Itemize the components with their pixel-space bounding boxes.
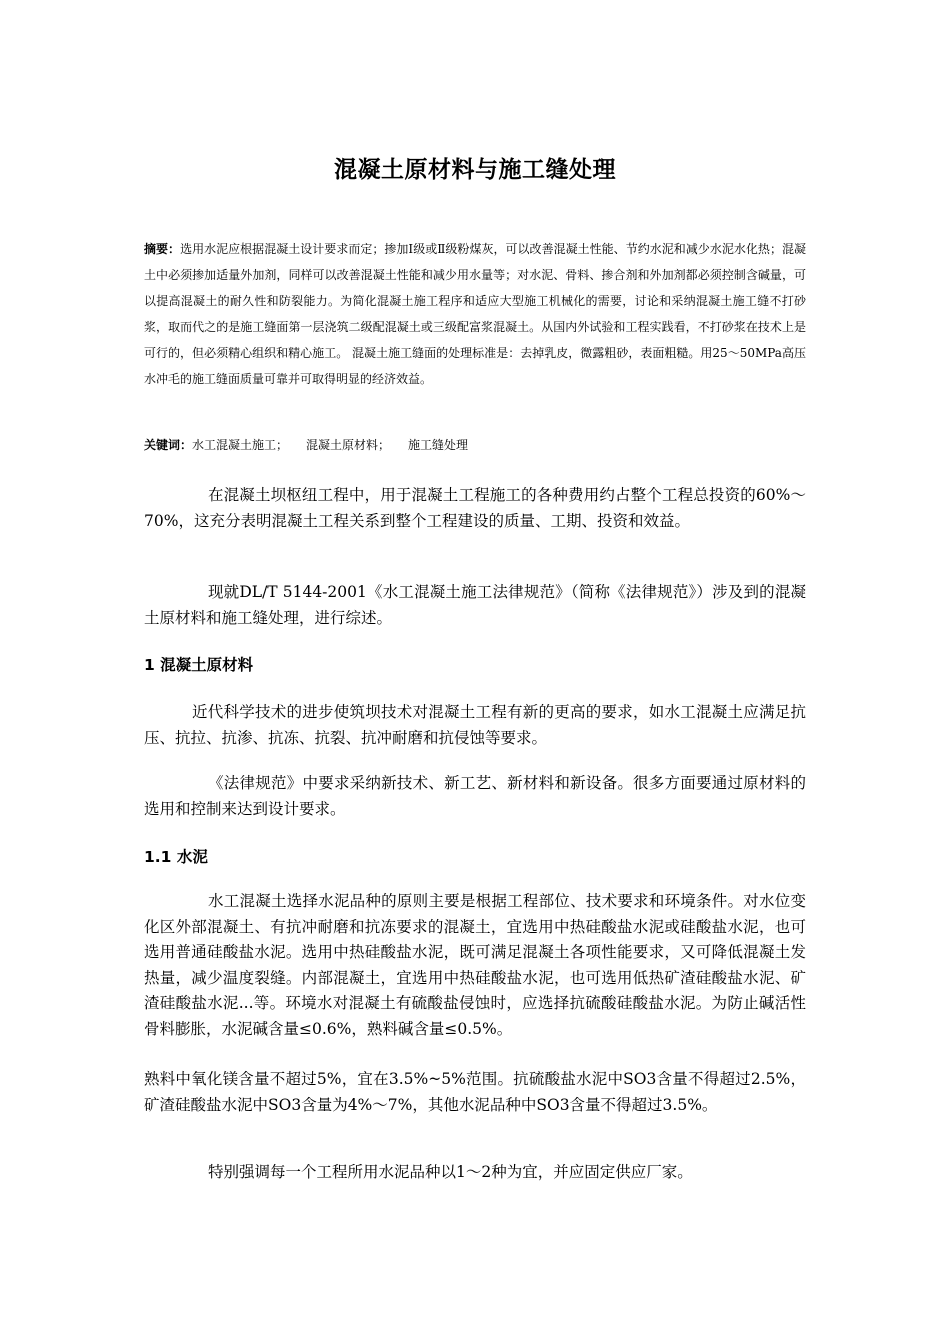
body-paragraph-5: 水工混凝土选择水泥品种的原则主要是根据工程部位、技术要求和环境条件。对水位变化区外部混凝土、有抗冲耐磨和抗冻要求的混凝土，宜选用中热硅酸盐水泥或硅酸盐水泥，也可选用普通硅酸盐水泥。选用中热硅酸盐水泥，既可满足混凝土各项性能要求，又可降低混凝土发热量，减少温度裂缝。内部混凝土，宜选用中热硅酸盐水泥，也可选用低热矿渣硅酸盐水泥、矿渣硅酸盐水泥...等。环境水对混凝土有硫酸盐侵蚀时，应选择抗硫酸硅酸盐水泥。为防止碱活性骨料膨胀，水泥碱含量≤0.6%，熟料碱含量≤0.5%。 <box>144 892 806 1038</box>
body-paragraph-2: 现就DL/T 5144-2001《水工混凝土施工法律规范》（简称《法律规范》）涉及到的混凝土原材料和施工缝处理，进行综述。 <box>144 583 806 627</box>
keywords <box>144 432 806 458</box>
body-paragraph-7: 特别强调每一个工程所用水泥品种以1～2种为宜，并应固定供应厂家。 <box>208 1163 693 1181</box>
keyword-2: 混凝土原材料； <box>306 438 391 452</box>
body-paragraph-6: 熟料中氧化镁含量不超过5%，宜在3.5%~5%范围。抗硫酸盐水泥中SO3含量不得超过2.5%，矿渣硅酸盐水泥中SO3含量为4%～7%，其他水泥品种中SO3含量不得超过3.5%。 <box>144 1070 806 1114</box>
body-paragraph-3: 近代科学技术的进步使筑坝技术对混凝土工程有新的更高的要求，如水工混凝土应满足抗压、抗拉、抗渗、抗冻、抗裂、抗冲耐磨和抗侵蚀等要求。 <box>144 703 806 747</box>
document-title: 混凝土原材料与施工缝处理 <box>334 157 616 183</box>
body-paragraph-1: 在混凝土坝枢纽工程中，用于混凝土工程施工的各种费用约占整个工程总投资的60%～70%，这充分表明混凝土工程关系到整个工程建设的质量、工期、投资和效益。 <box>144 486 806 530</box>
keyword-1: 水工混凝土施工； <box>192 438 289 452</box>
keywords-label: 关键词： <box>144 438 193 452</box>
section-heading-1: 1 混凝土原材料 <box>144 656 254 674</box>
keyword-3: 施工缝处理 <box>408 438 469 452</box>
abstract-label: 摘要： <box>144 242 181 256</box>
abstract-text: 选用水泥应根据混凝土设计要求而定；掺加Ⅰ级或Ⅱ级粉煤灰，可以改善混凝土性能、节约水泥和减少水泥水化热；混凝土中必须掺加适量外加剂，同样可以改善混凝土性能和减少用水量等；对水泥、骨料、掺合剂和外加剂都必须控制含碱量，可以提高混凝土的耐久性和防裂能力。为简化混凝土施工程序和适应大型施工机械化的需要，讨论和采纳混凝土施工缝不打砂浆，取而代之的是施工缝面第一层浇筑二级配混凝土或三级配富浆混凝土。从国内外试验和工程实践看，不打砂浆在技术上是可行的，但必须精心组织和精心施工。 混凝土施工缝面的处理标准是：去掉乳皮，微露粗砂，表面粗糙。用25～50MPa高压水冲毛的施工缝面质量可靠并可取得明显的经济效益。 <box>144 242 806 386</box>
body-paragraph-4: 《法律规范》中要求采纳新技术、新工艺、新材料和新设备。很多方面要通过原材料的选用和控制来达到设计要求。 <box>144 774 806 818</box>
abstract <box>144 236 806 392</box>
section-heading-1-1: 1.1 水泥 <box>144 848 208 866</box>
